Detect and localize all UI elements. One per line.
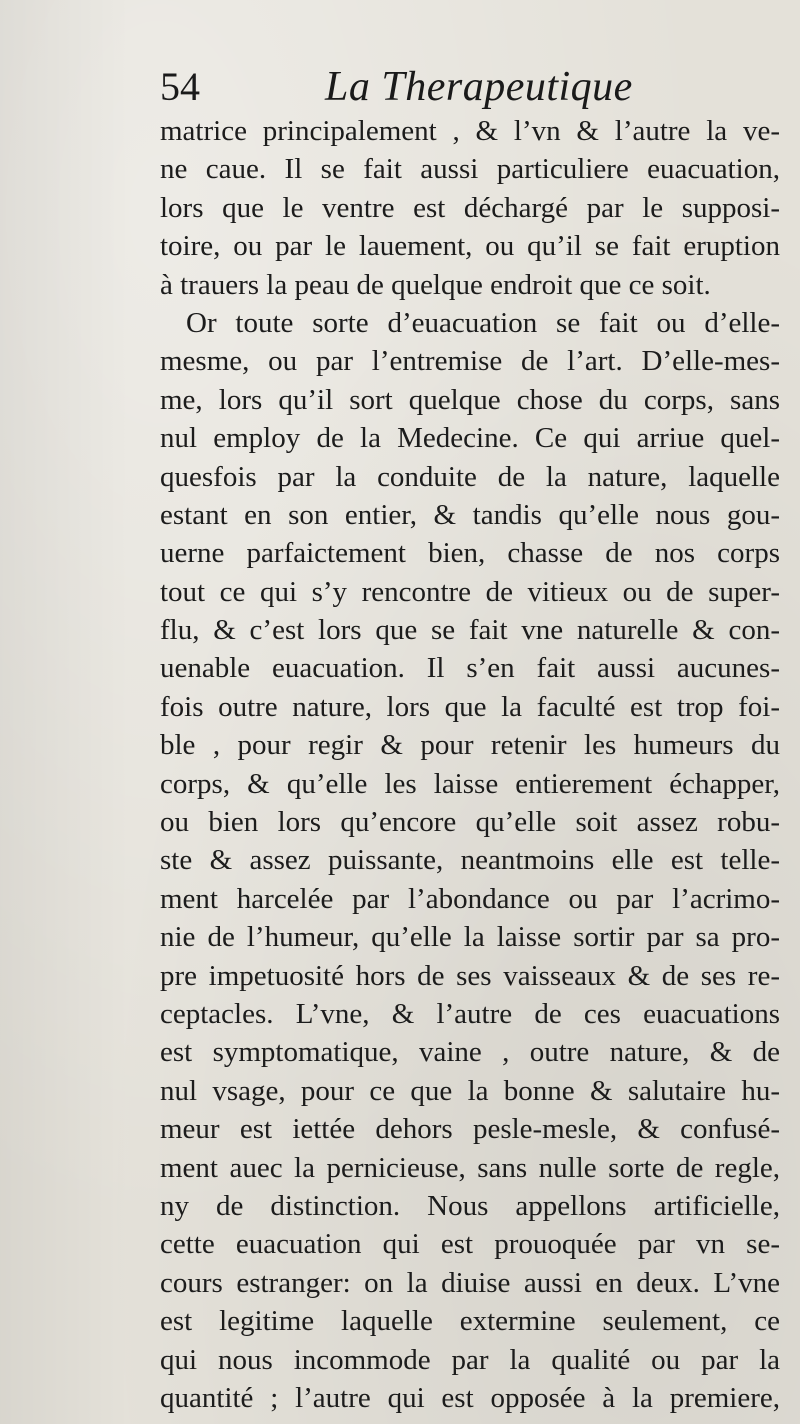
text-line: Or toute sorte d’euacuation se fait ou d’elle- <box>186 306 780 339</box>
text-line: ou bien lors qu’encore qu’elle soit assez robu- <box>160 806 780 839</box>
text-line: quesfois par la conduite de la nature, laquelle <box>160 460 780 493</box>
text-line: nul employ de la Medecine. Ce qui arriue quel- <box>160 422 780 455</box>
text-line: pre impetuosité hors de ses vaisseaux & de ses re- <box>160 959 780 992</box>
text-line: cours estranger: on la diuise aussi en deux. L’vne <box>160 1266 780 1299</box>
text-line: ne caue. Il se fait aussi particuliere euacuation, <box>160 153 780 186</box>
text-line: est legitime laquelle extermine seulement, ce <box>160 1305 780 1338</box>
text-line: nie de l’humeur, qu’elle la laisse sortir par sa pro- <box>160 921 780 954</box>
page-number: 54 <box>160 64 200 109</box>
text-line: ceptacles. L’vne, & l’autre de ces euacuations <box>160 997 780 1030</box>
text-line: me, lors qu’il sort quelque chose du corps, sans <box>160 383 780 416</box>
text-line: à trauers la peau de quelque endroit que ce soit. <box>160 268 711 301</box>
text-line: fois outre nature, lors que la faculté est trop foi- <box>160 690 780 723</box>
running-title: La Therapeutique <box>325 64 633 110</box>
text-line: ste & assez puissante, neantmoins elle est telle- <box>160 844 780 877</box>
text-line: ny de distinction. Nous appellons artificielle, <box>160 1189 780 1222</box>
text-line: ment auec la pernicieuse, sans nulle sorte de regle, <box>160 1151 780 1184</box>
text-line: flu, & c’est lors que se fait vne naturelle & con- <box>160 614 780 647</box>
text-line: corps, & qu’elle les laisse entierement échapper, <box>160 767 780 800</box>
text-line: toire, ou par le lauement, ou qu’il se fait eruption <box>160 230 780 263</box>
body-text <box>160 112 780 1417</box>
text-line: ment harcelée par l’abondance ou par l’acrimo- <box>160 882 780 915</box>
text-line: matrice principalement , & l’vn & l’autre la ve- <box>160 115 780 147</box>
text-line: uerne parfaictement bien, chasse de nos corps <box>160 537 780 570</box>
page-gutter-shadow <box>0 0 130 1424</box>
text-line: nul vsage, pour ce que la bonne & salutaire hu- <box>160 1074 780 1107</box>
text-line: mesme, ou par l’entremise de l’art. D’elle-mes- <box>160 345 780 378</box>
text-line: cette euacuation qui est prouoquée par vn se- <box>160 1228 780 1261</box>
text-line: estant en son entier, & tandis qu’elle nous gou- <box>160 498 780 531</box>
text-line: qui nous incommode par la qualité ou par la <box>160 1343 780 1376</box>
text-line: lors que le ventre est déchargé par le supposi- <box>160 191 780 224</box>
text-line: quantité ; l’autre qui est opposée à la premiere, <box>160 1381 780 1414</box>
text-line: uenable euacuation. Il s’en fait aussi aucunes- <box>160 652 780 685</box>
text-line: ble , pour regir & pour retenir les humeurs du <box>160 729 780 762</box>
text-line: est symptomatique, vaine , outre nature, & de <box>160 1036 780 1069</box>
text-line: meur est iettée dehors pesle-mesle, & confusé- <box>160 1113 780 1146</box>
text-line: tout ce qui s’y rencontre de vitieux ou de super- <box>160 575 780 608</box>
